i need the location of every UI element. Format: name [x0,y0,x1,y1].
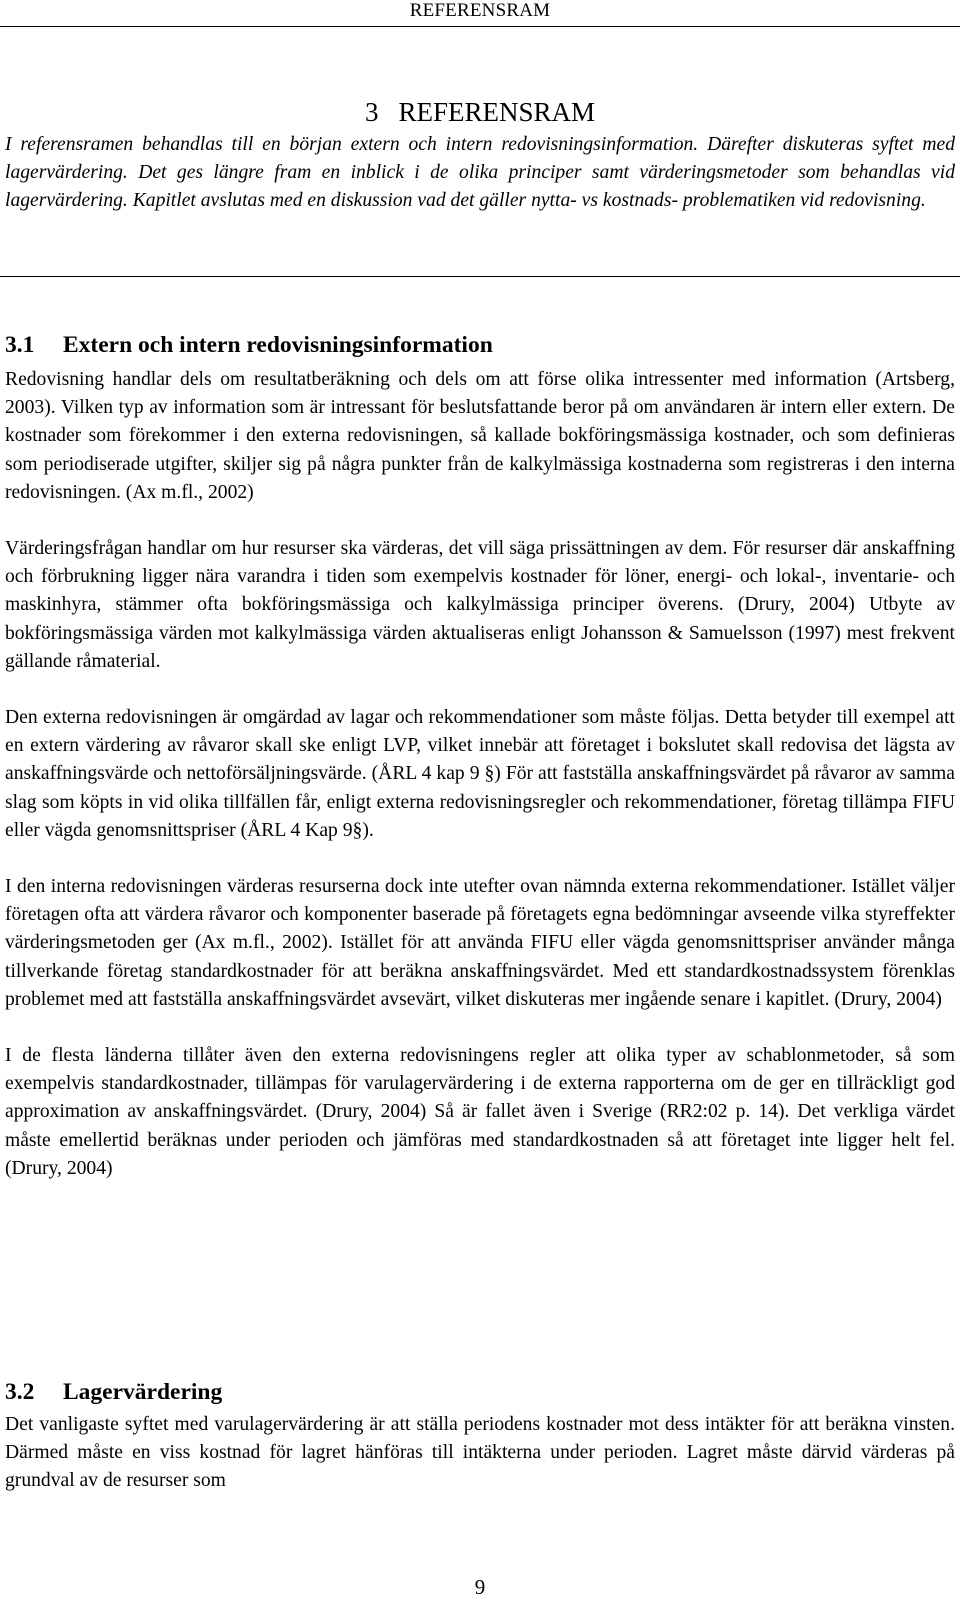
header-rule [0,26,960,27]
paragraph: Värderingsfrågan handlar om hur resurser ska värderas, det vill säga prissättningen av dem. För resurser där anskaffning och förbrukning ligger nära varandra i tiden som exempelvis kostnader för löner, energi- och lokal-, inventarie- och maskinhyra, stämmer ofta bokföringsmässiga och kalkylmässiga principer överens. (Drury, 2004) Utbyte av bokföringsmässiga värden mot kalkylmässiga värden aktualiseras enligt Johansson & Samuelsson (1997) mest frekvent gällande råmaterial. [5,538,955,672]
section-heading-3-2 [5,1377,955,1407]
paragraph: Det vanligaste syftet med varulagervärdering är att ställa periodens kostnader mot dess intäkter för att beräkna vinsten. Därmed måste en viss kostnad för lagret hänföras till intäkterna under perioden. Lagret måste därvid värderas på grundval av de resurser som [5,1414,955,1492]
section-body-3-2 [5,1411,955,1496]
section-title: Lagervärdering [63,1379,223,1405]
chapter-title-text: REFERENSRAM [398,97,596,127]
section-title: Extern och intern redovisningsinformation [63,332,493,358]
chapter-title [0,94,960,130]
section-number: 3.1 [5,332,35,358]
chapter-intro-text: I referensramen behandlas till en början extern och intern redovisningsinformation. Därefter diskuteras syftet med lagervärdering. Det ges längre fram en inblick i de olika principer samt värderingsmetoder som behandlas vid lagervärdering. Kapitlet avslutas med en diskussion vad det gäller nytta- vs kostnads- problematiken vid redovisning. [5,134,955,212]
section-number: 3.2 [5,1379,35,1405]
paragraph: Den externa redovisningen är omgärdad av lagar och rekommendationer som måste följas. Detta betyder till exempel att en extern värdering av råvaror skall ske enligt LVP, vilket innebär att företaget i bokslutet skall redovisa det lägsta av anskaffningsvärde och nettoförsäljningsvärde. (ÅRL 4 kap 9 §) För att fastställa anskaffningsvärdet på råvaror av samma slag som köpts in vid olika tillfällen får, enligt externa redovisningsregler och rekommendationer, företag tillämpa FIFU eller vägda genomsnittspriser (ÅRL 4 Kap 9§). [5,707,955,841]
paragraph: I den interna redovisningen värderas resurserna dock inte utefter ovan nämnda externa rekommendationer. Istället väljer företagen ofta att värdera råvaror och komponenter baserade på företagets egna bedömningar avseende vilka styreffekter värderingsmetoden ger (Ax m.fl., 2002). Istället för att använda FIFU eller vägda genomsnittspriser använder många tillverkande företag standardkostnader för att beräkna anskaffningsvärdet. Med ett standardkostnadssystem förenklas problemet med att fastställa anskaffningsvärdet avsevärt, vilket diskuteras mer ingående senare i kapitlet. (Drury, 2004) [5,876,955,1010]
paragraph: I de flesta länderna tillåter även den externa redovisningens regler att olika typer av schablonmetoder, så som exempelvis standardkostnader, tillämpas för varulagervärdering i de externa rapporterna om de ger en tillräckligt god approximation av anskaffningsvärdet. (Drury, 2004) Så är fallet även i Sverige (RR2:02 p. 14). Det verkliga värdet måste emellertid beräknas under perioden och jämföras med standardkostnaden så att företaget inte ligger helt fel. (Drury, 2004) [5,1045,955,1179]
running-header: REFERENSRAM [409,0,551,21]
section-heading-3-1 [5,330,955,360]
paragraph: Redovisning handlar dels om resultatberäkning och dels om att förse olika intressenter med information (Artsberg, 2003). Vilken typ av information som är intressant för beslutsfattande beror på om användaren är intern eller extern. De kostnader som förekommer i den externa redovisningen, så kallade bokföringsmässiga kostnader, och som definieras som periodiserade utgifter, skiljer sig på några punkter från de kalkylmässiga kostnaderna som registreras i den interna redovisningen. (Ax m.fl., 2002) [5,369,955,503]
section-body-3-1 [5,366,955,1183]
chapter-number: 3 [364,97,379,127]
chapter-intro [5,131,955,216]
page-number: 9 [474,1575,486,1599]
intro-rule [0,276,960,277]
